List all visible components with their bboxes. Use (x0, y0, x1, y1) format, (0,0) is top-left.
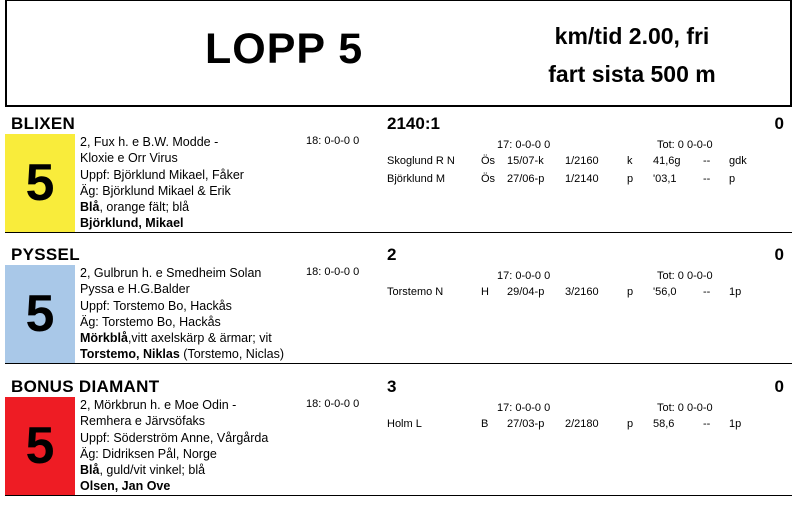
race-info (512, 17, 752, 93)
horse-entry-bonus-diamant (5, 375, 792, 506)
pedigree-line-2: Pyssa e H.G.Balder (80, 282, 190, 297)
record-2018: 18: 0-0-0 0 (306, 135, 360, 147)
start-extra: p (729, 173, 736, 185)
horse-name: PYSSEL (11, 245, 80, 264)
start-odds: -- (703, 155, 711, 167)
trainer-extra: (Torstemo, Niclas) (179, 347, 284, 362)
racing-colors (80, 330, 380, 346)
horse-distance: 2 (387, 245, 397, 264)
start-position: 1/2140 (565, 173, 599, 185)
racing-colors-rest: , guld/vit vinkel; blå (99, 463, 206, 478)
start-type: p (627, 173, 634, 185)
racing-colors-rest: , orange fält; blå (99, 200, 190, 215)
start-extra: gdk (729, 155, 747, 167)
start-extra: 1p (729, 418, 742, 430)
start-time: 58,6 (653, 418, 675, 430)
record-2017: 17: 0-0-0 0 (497, 402, 551, 414)
start-time: 41,6g (653, 155, 681, 167)
start-odds: -- (703, 286, 711, 298)
entry-divider (5, 495, 792, 496)
trainer-name: Olsen, Jan Ove (80, 479, 171, 494)
racing-colors (80, 462, 380, 478)
start-track: H (481, 286, 489, 298)
start-track: Ös (481, 155, 496, 167)
start-driver: Skoglund R N (387, 155, 455, 167)
horse-entry-blixen (5, 112, 792, 243)
breeder: Uppf: Björklund Mikael, Fåker (80, 167, 244, 182)
trainer (80, 346, 380, 362)
race-info-line-1: km/tid 2.00, fri (554, 23, 710, 49)
pedigree-line-2: Kloxie e Orr Virus (80, 151, 178, 166)
start-date: 15/07-k (507, 155, 544, 167)
record-2017: 17: 0-0-0 0 (497, 270, 551, 282)
horse-name: BONUS DIAMANT (11, 377, 160, 396)
trainer-name: Björklund, Mikael (80, 216, 184, 231)
trainer (80, 215, 380, 231)
total-record: Tot: 0 0-0-0 (657, 402, 713, 414)
start-time: '03,1 (653, 173, 677, 185)
start-time: '56,0 (653, 286, 677, 298)
owner: Äg: Björklund Mikael & Erik (80, 183, 231, 198)
horse-details (80, 397, 380, 495)
pedigree-line-1: 2, Fux h. e B.W. Modde - (80, 135, 219, 149)
horse-name-row (5, 112, 792, 134)
start-type: p (627, 286, 634, 298)
racing-colors-main: Mörkblå (80, 331, 128, 346)
start-number: 5 (25, 417, 55, 475)
start-type: k (627, 155, 633, 167)
start-position: 1/2160 (565, 155, 599, 167)
horse-distance: 2140:1 (387, 114, 440, 133)
race-header (5, 0, 792, 107)
total-record: Tot: 0 0-0-0 (657, 139, 713, 151)
start-position: 3/2160 (565, 286, 599, 298)
record-2017: 17: 0-0-0 0 (497, 139, 551, 151)
owner: Äg: Torstemo Bo, Hackås (80, 314, 221, 329)
horse-score: 0 (774, 377, 784, 396)
start-position: 2/2180 (565, 418, 599, 430)
horse-details (80, 265, 380, 363)
race-title: LOPP 5 (205, 25, 364, 73)
start-driver: Björklund M (387, 173, 446, 185)
start-date: 27/06-p (507, 173, 545, 185)
horse-score: 0 (774, 245, 784, 264)
start-extra: 1p (729, 286, 742, 298)
racing-colors-main: Blå (80, 463, 100, 478)
start-number-box (5, 134, 75, 232)
start-number: 5 (25, 154, 55, 212)
horse-entry-pyssel (5, 243, 792, 374)
breeder: Uppf: Söderström Anne, Vårgårda (80, 430, 269, 445)
horse-name: BLIXEN (11, 114, 76, 133)
racing-colors-rest: ,vitt axelskärp & ärmar; vit (127, 331, 272, 346)
record-2018: 18: 0-0-0 0 (306, 266, 360, 278)
horse-distance: 3 (387, 377, 397, 396)
race-info-line-2: fart sista 500 m (548, 61, 716, 87)
entry-divider (5, 363, 792, 364)
horse-details (80, 134, 380, 232)
racing-colors (80, 199, 380, 215)
start-number-box (5, 265, 75, 363)
start-odds: -- (703, 418, 711, 430)
start-date: 27/03-p (507, 418, 545, 430)
horse-name-row (5, 375, 792, 397)
trainer (80, 478, 380, 494)
start-driver: Holm L (387, 418, 422, 430)
trainer-name: Torstemo, Niklas (80, 347, 180, 362)
pedigree-line-1: 2, Mörkbrun h. e Moe Odin - (80, 398, 237, 412)
owner: Äg: Didriksen Pål, Norge (80, 446, 217, 461)
racing-colors-main: Blå (80, 200, 100, 215)
horse-score: 0 (774, 114, 784, 133)
start-date: 29/04-p (507, 286, 545, 298)
entry-divider (5, 232, 792, 233)
start-number-box (5, 397, 75, 495)
record-2018: 18: 0-0-0 0 (306, 398, 360, 410)
start-driver: Torstemo N (387, 286, 444, 298)
pedigree-line-2: Remhera e Järvsöfaks (80, 414, 206, 429)
total-record: Tot: 0 0-0-0 (657, 270, 713, 282)
pedigree-line-1: 2, Gulbrun h. e Smedheim Solan (80, 266, 262, 280)
start-type: p (627, 418, 634, 430)
start-number: 5 (25, 285, 55, 343)
breeder: Uppf: Torstemo Bo, Hackås (80, 298, 232, 313)
start-track: B (481, 418, 489, 430)
start-track: Ös (481, 173, 496, 185)
start-odds: -- (703, 173, 711, 185)
horse-name-row (5, 243, 792, 265)
